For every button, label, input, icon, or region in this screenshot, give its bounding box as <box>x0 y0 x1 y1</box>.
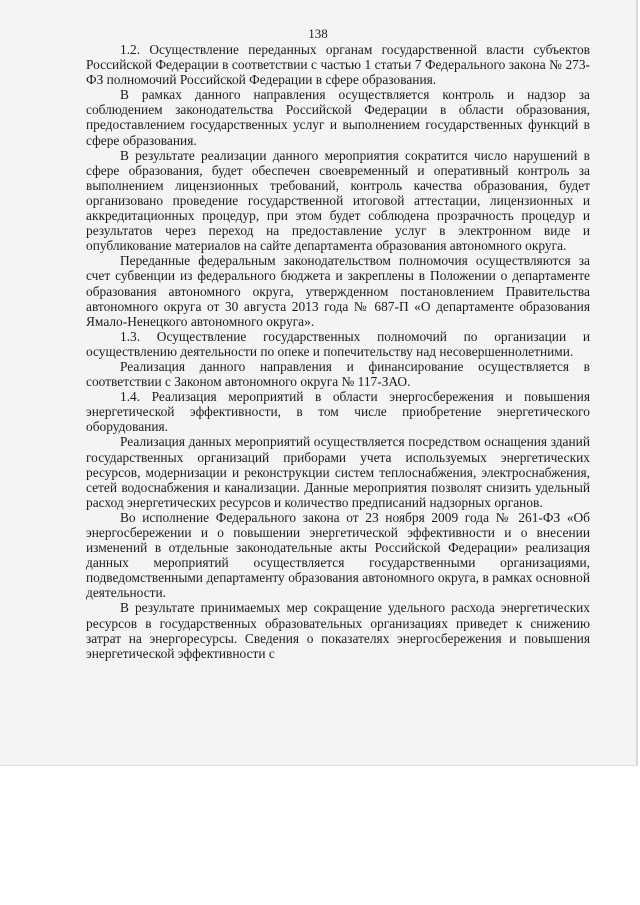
page-number: 138 <box>308 26 328 41</box>
paragraph: Переданные федеральным законодательством полномочия осуществляются за счет субвенции из федерального бюджета и закреплены в Положении о департаменте образования автономного округа, утвержденном постановлением Правительства автономного округа от 30 августа 2013 года № 687-П «О департаменте образования Ямало-Ненецкого автономного округа». <box>86 253 590 329</box>
paragraph: 1.4. Реализация мероприятий в области энергосбережения и повышения энергетической эффективности, в том числе приобретение энергетического оборудования. <box>86 389 590 435</box>
paragraph: Во исполнение Федерального закона от 23 ноября 2009 года № 261-ФЗ «Об энергосбережении и о повышении энергетической эффективности и о внесении изменений в отдельные законодательные акты Российской Федерации» реализация данных мероприятий осуществляется государственными организациями, подведомственными департаменту образования автономного округа, в рамках основной деятельности. <box>86 509 590 601</box>
paragraph: 1.3. Осуществление государственных полномочий по организации и осуществлению деятельности по опеке и попечительству над несовершеннолетними. <box>86 328 590 359</box>
paragraph: Реализация данного направления и финансирование осуществляется в соответствии с Законом автономного округа № 117-ЗАО. <box>86 358 590 390</box>
paragraph: В результате реализации данного мероприятия сократится число нарушений в сфере образования, будет обеспечен своевременный и оперативный контроль за выполнением лицензионных требований, контроль качества образования, будет организовано проведение государственной итоговой аттестации, лицензионных и аккредитационных процедур, при этом будет соблюдена прозрачность процедур и результатов через переход на предоставление услуг в электронном виде и опубликование материалов на сайте департамента образования автономного округа. <box>86 147 590 254</box>
paragraph: В результате принимаемых мер сокращение удельного расхода энергетических ресурсов в государственных образовательных организациях приведет к снижению затрат на энергоресурсы. Сведения о показателях энергосбережения и повышения энергетической эффективности с <box>86 600 590 661</box>
paragraph: Реализация данных мероприятий осуществляется посредством оснащения зданий государственных организаций приборами учета используемых энергетических ресурсов, модернизации и реконструкции систем теплоснабжения, электроснабжения, сетей водоснабжения и канализации. Данные мероприятия позволят снизить удельный расход энергетических ресурсов и количество предписаний надзорных органов. <box>86 434 590 510</box>
paragraph: 1.2. Осуществление переданных органам государственной власти субъектов Российской Федерации в соответствии с частью 1 статьи 7 Федерального закона № 273-ФЗ полномочий Российской Федерации в сфере образования. <box>86 42 590 88</box>
paragraph: В рамках данного направления осуществляется контроль и надзор за соблюдением законодательства Российской Федерации в области образования, предоставлением государственных услуг и выполнением государственных функций в сфере образования. <box>86 87 590 148</box>
document-body <box>86 42 590 661</box>
